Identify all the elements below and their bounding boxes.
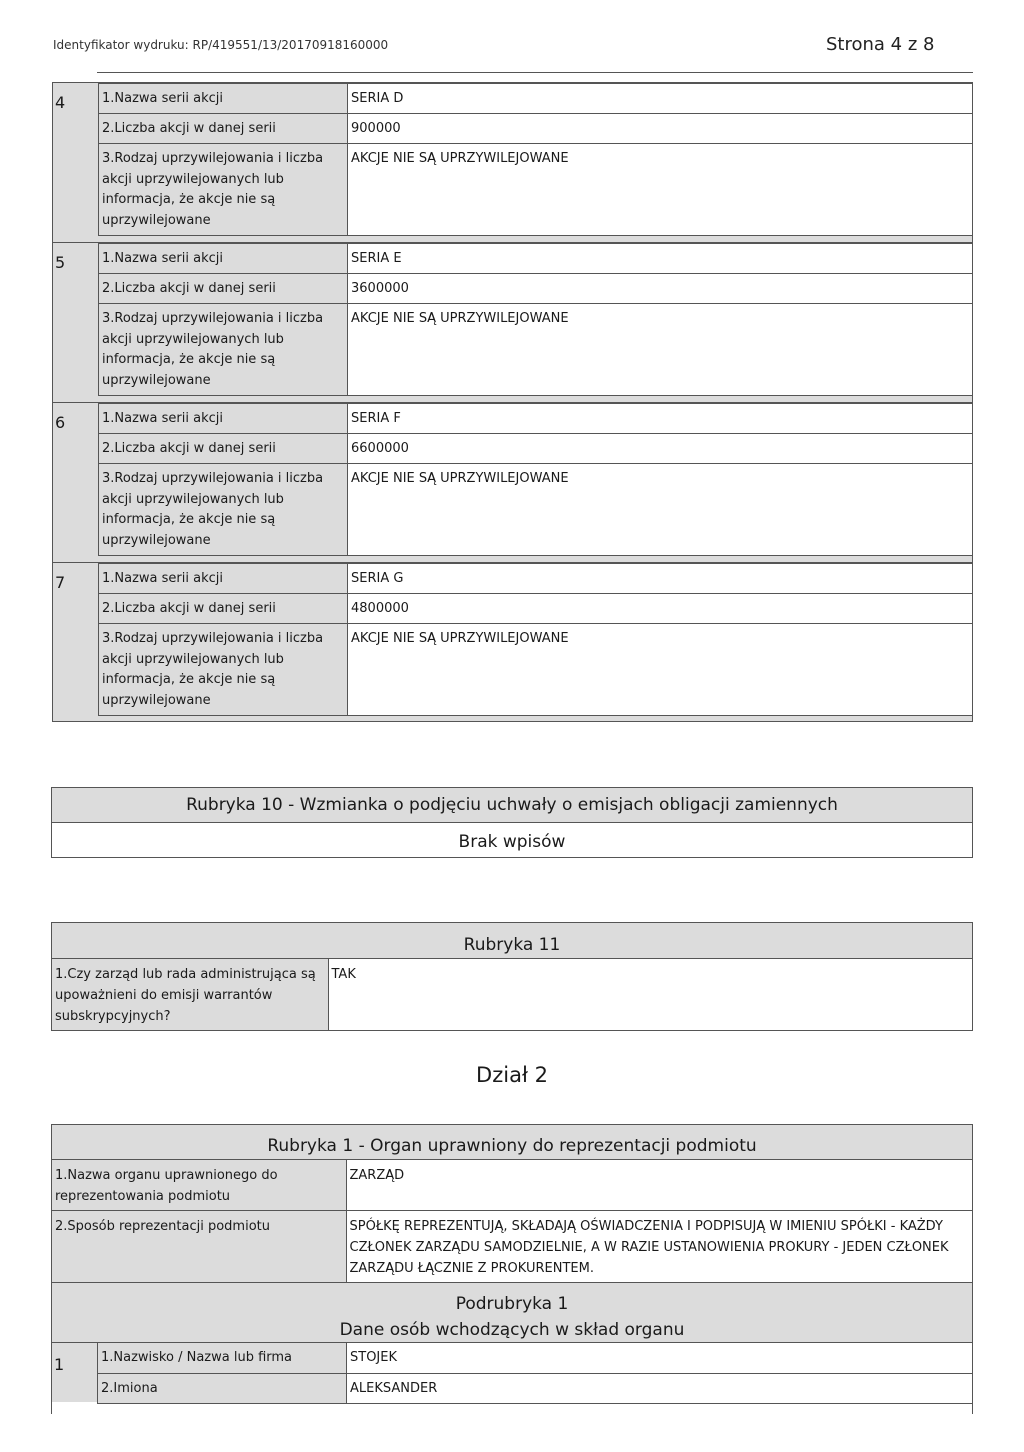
series-group xyxy=(52,562,973,722)
series-priv-value: AKCJE NIE SĄ UPRZYWILEJOWANE xyxy=(348,144,973,236)
series-count-label: 2.Liczba akcji w danej serii xyxy=(99,274,348,304)
series-group xyxy=(52,82,973,242)
series-number: 6 xyxy=(55,413,66,432)
series-number: 7 xyxy=(55,573,66,592)
organ-label: 1.Nazwa organu uprawnionego do reprezentowania podmiotu xyxy=(52,1160,346,1211)
podrubryka-subtitle: Dane osób wchodzących w skład organu xyxy=(339,1320,685,1340)
series-name-label: 1.Nazwa serii akcji xyxy=(99,404,348,434)
podrubryka-title: Podrubryka 1 xyxy=(455,1294,569,1314)
series-number: 4 xyxy=(55,93,66,112)
names-value: ALEKSANDER xyxy=(347,1373,973,1403)
series-name-label: 1.Nazwa serii akcji xyxy=(99,84,348,114)
organ-value: ZARZĄD xyxy=(346,1160,972,1211)
series-name-value: SERIA E xyxy=(348,244,973,274)
person-number: 1 xyxy=(54,1355,65,1374)
series-name-value: SERIA D xyxy=(348,84,973,114)
series-priv-label: 3.Rodzaj uprzywilejowania i liczba akcji uprzywilejowanych lub informacja, że akcje nie są uprzywilejowane xyxy=(99,304,348,396)
sposob-value: SPÓŁKĘ REPREZENTUJĄ, SKŁADAJĄ OŚWIADCZENIA I PODPISUJĄ W IMIENIU SPÓŁKI - KAŻDY CZŁONEK ZARZĄDU SAMODZIELNIE, A W RAZIE USTANOWIENIA PROKURY - JEDEN CZŁONEK ZARZĄDU ŁĄCZNIE Z PROKURENTEM. xyxy=(346,1211,972,1283)
series-count-label: 2.Liczba akcji w danej serii xyxy=(99,114,348,144)
dzial2-rubryka-1-title: Rubryka 1 - Organ uprawniony do reprezentacji podmiotu xyxy=(52,1125,972,1160)
series-priv-value: AKCJE NIE SĄ UPRZYWILEJOWANE xyxy=(348,464,973,556)
series-count-value: 6600000 xyxy=(348,434,973,464)
series-priv-value: AKCJE NIE SĄ UPRZYWILEJOWANE xyxy=(348,304,973,396)
surname-value: STOJEK xyxy=(347,1343,973,1373)
rubryka-10-empty: Brak wpisów xyxy=(52,823,972,857)
series-count-label: 2.Liczba akcji w danej serii xyxy=(99,434,348,464)
series-priv-label: 3.Rodzaj uprzywilejowania i liczba akcji uprzywilejowanych lub informacja, że akcje nie są uprzywilejowane xyxy=(99,624,348,716)
series-group xyxy=(52,402,973,562)
names-label: 2.Imiona xyxy=(98,1373,347,1403)
rubryka-11-question: 1.Czy zarząd lub rada administrująca są upoważnieni do emisji warrantów subskrypcyjnych? xyxy=(52,959,328,1030)
series-priv-value: AKCJE NIE SĄ UPRZYWILEJOWANE xyxy=(348,624,973,716)
section-title: Dział 2 xyxy=(476,1063,548,1087)
series-name-value: SERIA F xyxy=(348,404,973,434)
series-number: 5 xyxy=(55,253,66,272)
person-row xyxy=(52,1343,972,1402)
print-identifier: Identyfikator wydruku: RP/419551/13/20170918160000 xyxy=(53,38,389,52)
rubryka-10-box xyxy=(51,787,973,858)
series-name-label: 1.Nazwa serii akcji xyxy=(99,244,348,274)
series-name-label: 1.Nazwa serii akcji xyxy=(99,564,348,594)
surname-label: 1.Nazwisko / Nazwa lub firma xyxy=(98,1343,347,1373)
rubryka-11-box xyxy=(51,922,973,1031)
series-count-value: 900000 xyxy=(348,114,973,144)
series-count-value: 4800000 xyxy=(348,594,973,624)
sposob-label: 2.Sposób reprezentacji podmiotu xyxy=(52,1211,346,1283)
rubryka-10-title: Rubryka 10 - Wzmianka o podjęciu uchwały o emisjach obligacji zamiennych xyxy=(52,788,972,823)
series-count-value: 3600000 xyxy=(348,274,973,304)
series-priv-label: 3.Rodzaj uprzywilejowania i liczba akcji uprzywilejowanych lub informacja, że akcje nie są uprzywilejowane xyxy=(99,144,348,236)
series-name-value: SERIA G xyxy=(348,564,973,594)
top-divider xyxy=(97,72,973,73)
dzial2-rubryka-1-box xyxy=(51,1124,973,1414)
series-priv-label: 3.Rodzaj uprzywilejowania i liczba akcji uprzywilejowanych lub informacja, że akcje nie są uprzywilejowane xyxy=(99,464,348,556)
podrubryka-header xyxy=(52,1283,972,1343)
series-group xyxy=(52,242,973,402)
series-table xyxy=(52,82,973,722)
rubryka-11-answer: TAK xyxy=(328,959,972,1030)
rubryka-11-title: Rubryka 11 xyxy=(52,923,972,959)
series-count-label: 2.Liczba akcji w danej serii xyxy=(99,594,348,624)
page-number: Strona 4 z 8 xyxy=(826,34,935,55)
